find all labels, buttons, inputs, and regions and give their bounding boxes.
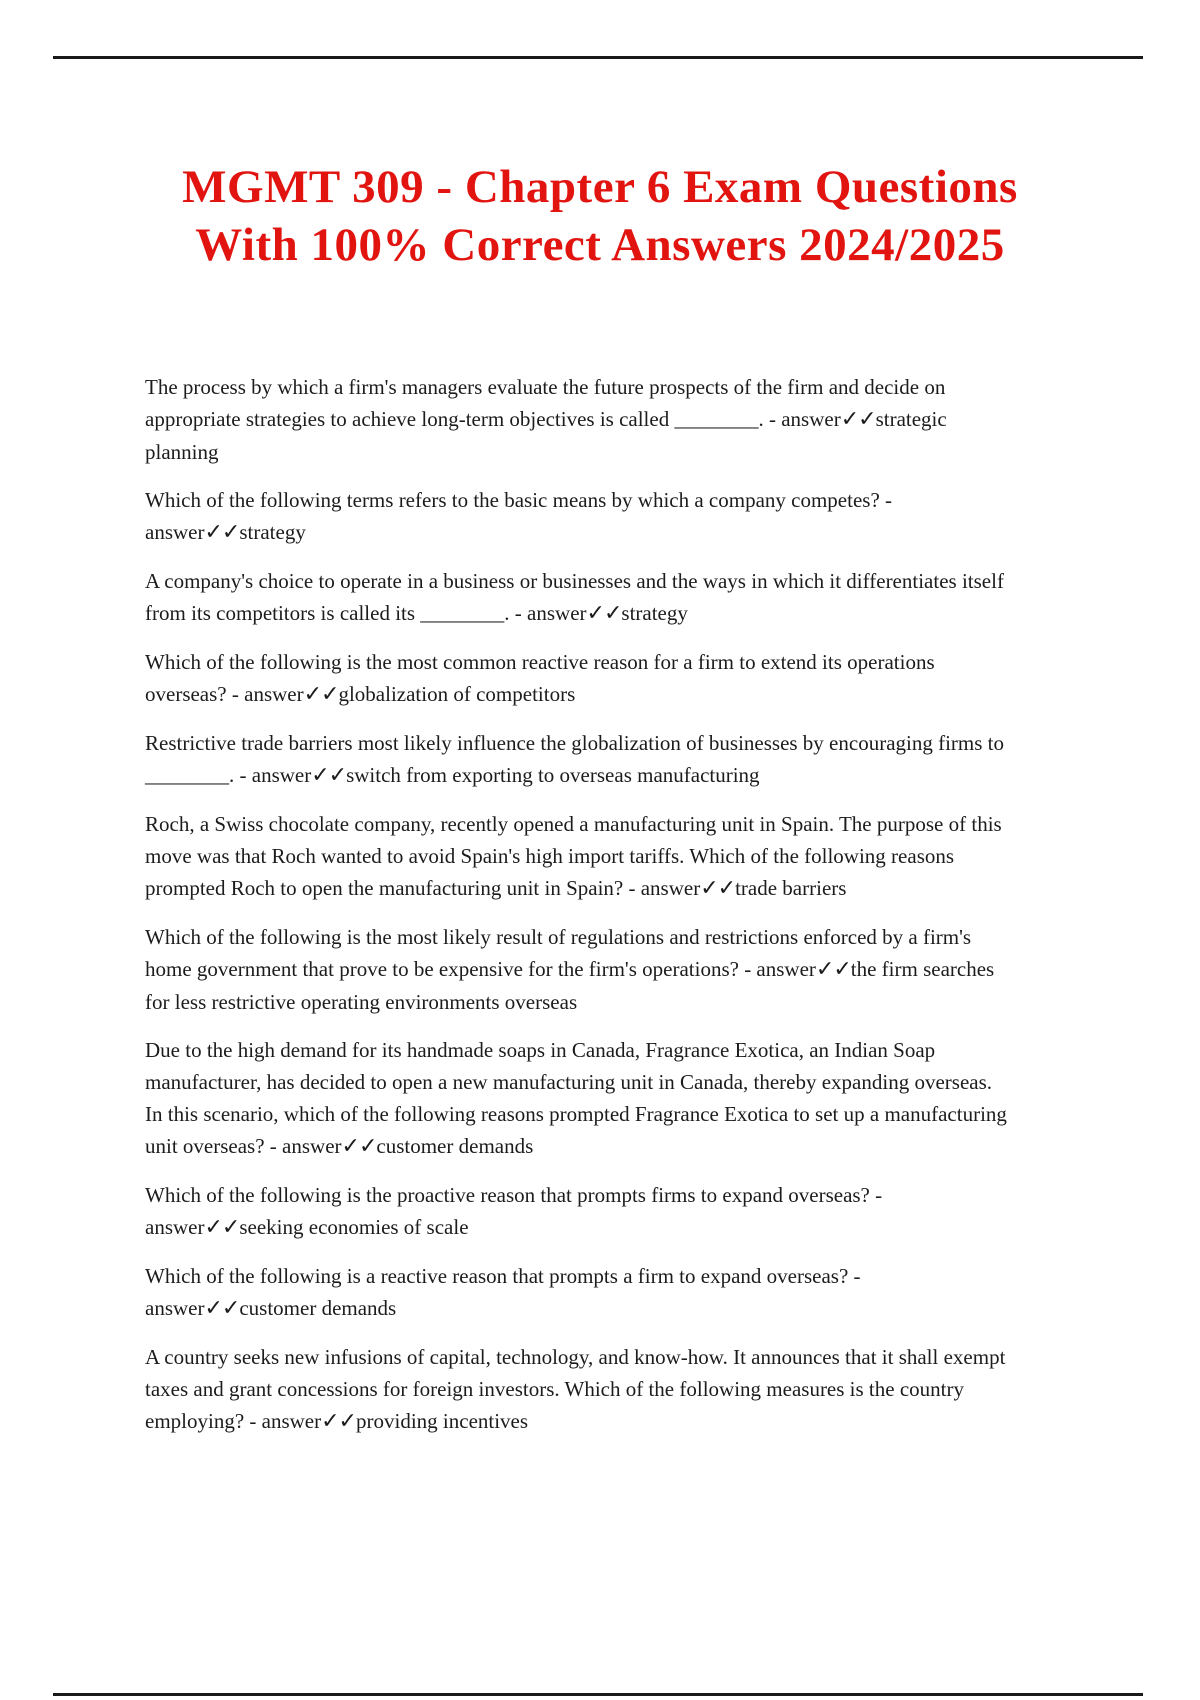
answer-text: strategy — [239, 520, 306, 544]
qa-paragraph — [145, 1179, 1011, 1244]
double-checkmark-icon: ✓✓ — [204, 1215, 240, 1240]
qa-paragraph — [145, 565, 1011, 630]
double-checkmark-icon: ✓✓ — [204, 1296, 240, 1321]
answer-separator: - answer — [145, 488, 893, 544]
question-text: A country seeks new infusions of capital, technology, and know-how. It announces that it shall exempt taxes and grant concessions for foreign investors. Which of the following measures is the country employing? — [145, 1345, 1006, 1433]
double-checkmark-icon: ✓✓ — [311, 763, 347, 788]
qa-paragraph — [145, 371, 1011, 468]
document-title-line2: With 100% Correct Answers 2024/2025 — [195, 219, 1005, 271]
answer-separator: - answer — [145, 1264, 861, 1320]
qa-paragraph — [145, 1034, 1011, 1163]
double-checkmark-icon: ✓✓ — [204, 520, 240, 545]
answer-text: strategic planning — [145, 407, 947, 464]
answer-text: customer demands — [239, 1296, 397, 1320]
answer-separator: - answer — [234, 763, 312, 787]
qa-paragraph — [145, 1260, 1011, 1325]
top-horizontal-rule — [53, 56, 1143, 59]
qa-paragraph — [145, 1341, 1011, 1438]
qa-paragraph — [145, 484, 1011, 549]
double-checkmark-icon: ✓✓ — [341, 1134, 377, 1159]
answer-separator: - answer — [264, 1134, 342, 1158]
answer-text: switch from exporting to overseas manufacturing — [346, 763, 760, 787]
answer-text: customer demands — [376, 1134, 534, 1158]
question-text: Restrictive trade barriers most likely influence the globalization of businesses by encouraging firms to ________. — [145, 731, 1005, 787]
qa-paragraph — [145, 646, 1011, 711]
question-text: A company's choice to operate in a business or businesses and the ways in which it differentiates itself from its competitors is called its ________. — [145, 569, 1004, 625]
answer-text: strategy — [621, 601, 688, 625]
answer-text: providing incentives — [356, 1409, 529, 1433]
answer-text: trade barriers — [735, 876, 847, 900]
question-text: Which of the following is the proactive reason that prompts firms to expand overseas? — [145, 1183, 870, 1207]
answer-separator: - answer — [763, 407, 841, 431]
double-checkmark-icon: ✓✓ — [586, 601, 622, 626]
double-checkmark-icon: ✓✓ — [321, 1409, 356, 1434]
qa-paragraph — [145, 808, 1011, 905]
question-text: The process by which a firm's managers evaluate the future prospects of the firm and decide on appropriate strategies to achieve long-term objectives is called ________. — [145, 375, 946, 431]
double-checkmark-icon: ✓✓ — [700, 876, 736, 901]
answer-text: globalization of competitors — [338, 682, 576, 706]
question-text: Roch, a Swiss chocolate company, recently opened a manufacturing unit in Spain. The purpose of this move was that Roch wanted to avoid Spain's high import tariffs. Which of the following reasons prompted Roch to open the manufacturing unit in Spain? — [145, 812, 1002, 900]
document-title — [0, 158, 1200, 274]
answer-separator: - answer — [738, 957, 816, 981]
qa-list — [145, 371, 1011, 1454]
double-checkmark-icon: ✓✓ — [840, 407, 876, 432]
question-text: Which of the following is a reactive reason that prompts a firm to expand overseas? — [145, 1264, 849, 1288]
answer-separator: - answer — [226, 682, 304, 706]
answer-text: the firm searches for less restrictive operating environments overseas — [145, 957, 995, 1014]
answer-separator: - answer — [244, 1409, 322, 1433]
answer-text: seeking economies of scale — [239, 1215, 469, 1239]
qa-paragraph — [145, 727, 1011, 792]
answer-separator: - answer — [509, 601, 587, 625]
answer-separator: - answer — [145, 1183, 883, 1239]
question-text: Which of the following terms refers to the basic means by which a company competes? — [145, 488, 880, 512]
answer-separator: - answer — [623, 876, 701, 900]
double-checkmark-icon: ✓✓ — [815, 957, 851, 982]
question-text: Which of the following is the most likely result of regulations and restrictions enforced by a firm's home government that prove to be expensive for the firm's operations? — [145, 925, 972, 981]
qa-paragraph — [145, 921, 1011, 1018]
question-text: Which of the following is the most common reactive reason for a firm to extend its operations overseas? — [145, 650, 935, 706]
document-title-line1: MGMT 309 - Chapter 6 Exam Questions — [182, 161, 1018, 213]
question-text: Due to the high demand for its handmade soaps in Canada, Fragrance Exotica, an Indian Soap manufacturer, has decided to open a new manufacturing unit in Canada, thereby expanding overseas. In this scenario, which of the following reasons prompted Fragrance Exotica to set up a manufacturing unit overseas? — [145, 1038, 1007, 1158]
bottom-horizontal-rule — [53, 1693, 1143, 1696]
double-checkmark-icon: ✓✓ — [303, 682, 339, 707]
